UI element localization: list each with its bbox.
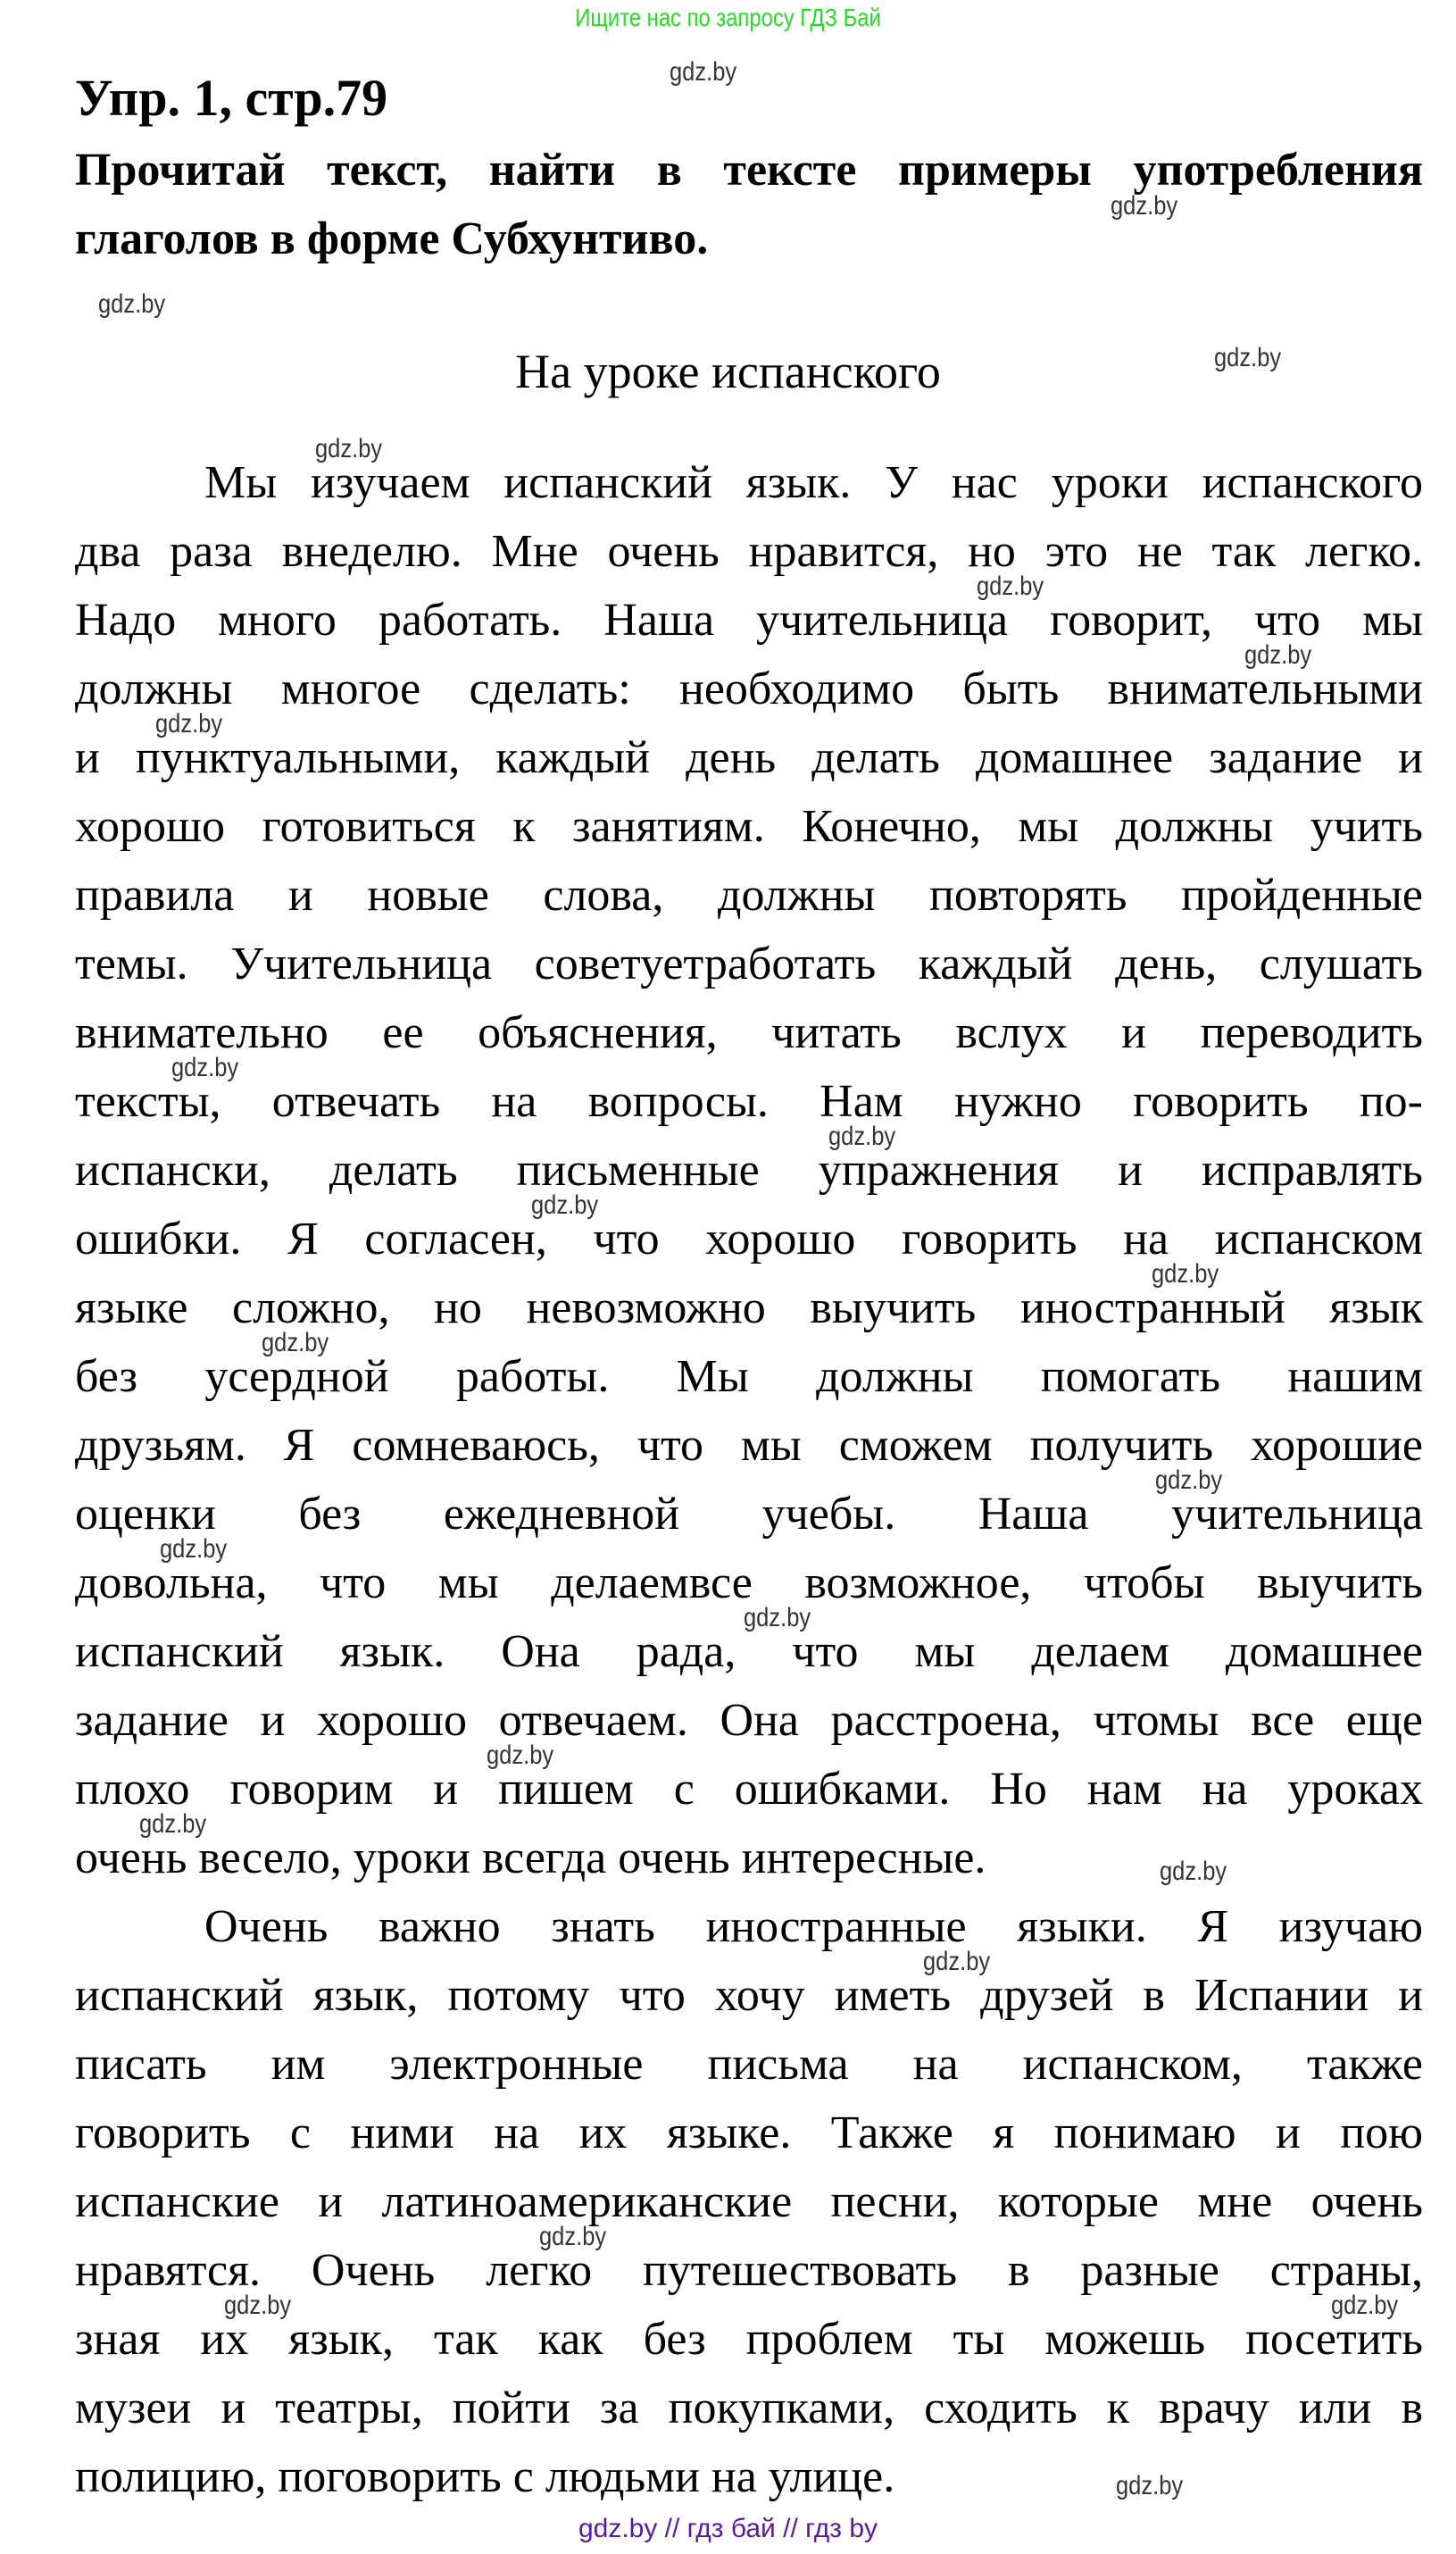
watermark: gdz.by [1155,1465,1223,1495]
watermark: gdz.by [487,1740,554,1770]
watermark: gdz.by [670,57,737,87]
watermark: gdz.by [1160,1857,1227,1886]
watermark: gdz.by [1116,2471,1184,2500]
text-line: Надо много работать. Наша учительница говорит, что мы [75,595,1423,646]
text-line: языке сложно, но невозможно выучить иностранный язык [75,1282,1423,1333]
text-line: Очень важно знать иностранные языки. Я изучаю [204,1901,1423,1952]
text-line: испанский язык. Она рада, что мы делаем домашнее [75,1626,1423,1677]
search-banner[interactable]: Ищите нас по запросу ГДЗ Бай [575,4,881,31]
text-line: нравятся. Очень легко путешествовать в разные страны, [75,2245,1423,2296]
exercise-title: Упр. 1, стр.79 [75,69,388,127]
watermark: gdz.by [98,289,166,319]
text-heading: На уроке испанского [515,345,941,398]
text-line: и пунктуальными, каждый день делать домашнее задание и [75,732,1423,783]
watermark: gdz.by [262,1328,329,1357]
watermark: gdz.by [828,1122,896,1151]
text-line: зная их язык, так как без проблем ты можешь посетить [75,2314,1423,2365]
text-line: Мы изучаем испанский язык. У нас уроки испанского [204,457,1423,508]
text-line: ошибки. Я согласен, что хорошо говорить на испанском [75,1214,1423,1264]
watermark: gdz.by [1111,191,1178,221]
watermark: gdz.by [923,1947,991,1976]
text-line: полицию, поговорить с людьми на улице. [75,2451,895,2502]
task-instruction [75,136,1423,273]
watermark: gdz.by [155,709,223,739]
task-line: глаголов в форме Субхунтиво. [75,213,709,264]
watermark: gdz.by [224,2291,292,2320]
watermark: gdz.by [531,1190,599,1220]
task-line: Прочитай текст, найти в тексте примеры употребления [75,145,1423,196]
text-line: очень весело, уроки всегда очень интересные. [75,1832,986,1883]
watermark: gdz.by [1152,1259,1219,1289]
text-line: испански, делать письменные упражнения и исправлять [75,1145,1423,1196]
watermark: gdz.by [1331,2291,1399,2320]
watermark: gdz.by [1244,640,1312,670]
text-line: довольна, что мы делаемвсе возможное, чтобы выучить [75,1557,1423,1608]
text-line: задание и хорошо отвечаем. Она расстроена, чтомы все еще [75,1695,1423,1746]
text-line: оценки без ежедневной учебы. Наша учительница [75,1489,1423,1540]
watermark: gdz.by [139,1809,207,1839]
footer-watermark: gdz.by // гдз бай // гдз by [578,2514,878,2543]
text-line: тексты, отвечать на вопросы. Нам нужно говорить по- [75,1076,1423,1127]
text-line: внимательно ее объяснения, читать вслух и переводить [75,1007,1423,1058]
watermark: gdz.by [539,2222,607,2251]
text-line: говорить с ними на их языке. Также я понимаю и пою [75,2107,1423,2158]
watermark: gdz.by [1214,343,1282,372]
text-line: правила и новые слова, должны повторять пройденные [75,870,1423,921]
text-line: испанские и латиноамериканские песни, которые мне очень [75,2176,1423,2227]
watermark: gdz.by [160,1534,228,1564]
text-line: музеи и театры, пойти за покупками, сходить к врачу или в [75,2383,1423,2433]
text-line: хорошо готовиться к занятиям. Конечно, мы должны учить [75,801,1423,852]
watermark: gdz.by [315,434,383,463]
text-line: два раза внеделю. Мне очень нравится, но это не так легко. [75,526,1423,577]
watermark: gdz.by [744,1603,811,1632]
text-line: темы. Учительница советуетработать каждый день, слушать [75,939,1423,989]
text-line: плохо говорим и пишем с ошибками. Но нам на уроках [75,1764,1423,1815]
text-line: испанский язык, потому что хочу иметь друзей в Испании и [75,1970,1423,2021]
text-line: друзьям. Я сомневаюсь, что мы сможем получить хорошие [75,1420,1423,1471]
text-line: должны многое сделать: необходимо быть внимательными [75,664,1423,714]
watermark: gdz.by [171,1053,239,1082]
text-line: без усердной работы. Мы должны помогать нашим [75,1351,1423,1402]
watermark: gdz.by [977,572,1044,601]
text-line: писать им электронные письма на испанском, также [75,2039,1423,2090]
